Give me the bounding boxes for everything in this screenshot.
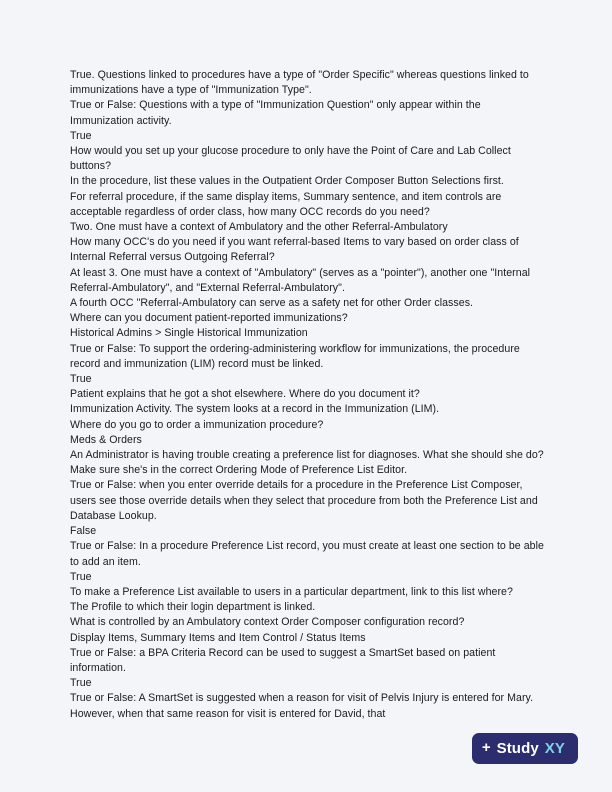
document-line: How would you set up your glucose procedure to only have the Point of Care and Lab Collect buttons?	[70, 145, 511, 173]
document-line: The Profile to which their login department is linked.	[70, 601, 316, 614]
document-line: For referral procedure, if the same display items, Summary sentence, and item controls are acceptable regardless of order class, how many OCC records do you need?	[70, 190, 502, 218]
document-line: Make sure she's in the correct Ordering Mode of Preference List Editor.	[70, 464, 408, 477]
document-line: True or False: In a procedure Preference List record, you must create at least one section to be able to add an item.	[70, 540, 544, 568]
document-line: True	[70, 570, 92, 583]
document-line: Meds & Orders	[70, 433, 142, 446]
document-line: Historical Admins > Single Historical Immunization	[70, 327, 308, 340]
document-line: True or False: A SmartSet is suggested when a reason for visit of Pelvis Injury is entered for Mary. However, when that same reason for visit is entered for David, that	[70, 692, 534, 720]
document-line: Two. One must have a context of Ambulatory and the other Referral-Ambulatory	[70, 221, 448, 234]
document-line: True or False: Questions with a type of "Immunization Question" only appear within the Immunization activity.	[70, 99, 481, 127]
document-line: Patient explains that he got a shot elsewhere. Where do you document it?	[70, 388, 420, 401]
document-line: True	[70, 373, 92, 386]
document-line: An Administrator is having trouble creating a preference list for diagnoses. What she should she do?	[70, 449, 544, 462]
document-line: To make a Preference List available to users in a particular department, link to this list where?	[70, 585, 513, 598]
document-line: A fourth OCC "Referral-Ambulatory can serve as a safety net for other Order classes.	[70, 297, 474, 310]
document-line: How many OCC's do you need if you want referral-based Items to vary based on order class of Internal Referral versus Outgoing Referral?	[70, 236, 519, 264]
watermark-xy-text: XY	[544, 740, 565, 757]
document-line: Immunization Activity. The system looks at a record in the Immunization (LIM).	[70, 403, 440, 416]
document-line: Display Items, Summary Items and Item Control / Status Items	[70, 631, 366, 644]
document-line: True. Questions linked to procedures have a type of "Order Specific" whereas questions linked to immunizations have a type of "Immunization Type".	[70, 69, 529, 97]
document-line: True	[70, 677, 92, 690]
document-line: True or False: To support the ordering-administering workflow for immunizations, the procedure record and immunization (LIM) record must be linked.	[70, 342, 520, 370]
document-body	[70, 68, 544, 722]
document-line: True or False: when you enter override details for a procedure in the Preference List Composer, users see those override details when they select that procedure from both the Preference List and Database Lookup.	[70, 479, 538, 522]
document-line: Where do you go to order a immunization procedure?	[70, 418, 324, 431]
document-line: What is controlled by an Ambulatory context Order Composer configuration record?	[70, 616, 465, 629]
document-line: True or False: a BPA Criteria Record can be used to suggest a SmartSet based on patient information.	[70, 646, 496, 674]
document-line: In the procedure, list these values in the Outpatient Order Composer Button Selections first.	[70, 175, 504, 188]
document-line: At least 3. One must have a context of "Ambulatory" (serves as a "pointer"), another one "Internal Referral-Ambulatory", and "External Referral-Ambulatory".	[70, 266, 531, 294]
studyxy-watermark	[472, 733, 578, 764]
watermark-study-text: Study	[496, 740, 539, 757]
document-line: Where can you document patient-reported immunizations?	[70, 312, 348, 325]
plus-icon: +	[481, 739, 491, 756]
document-line: True	[70, 129, 92, 142]
document-line: False	[70, 525, 97, 538]
